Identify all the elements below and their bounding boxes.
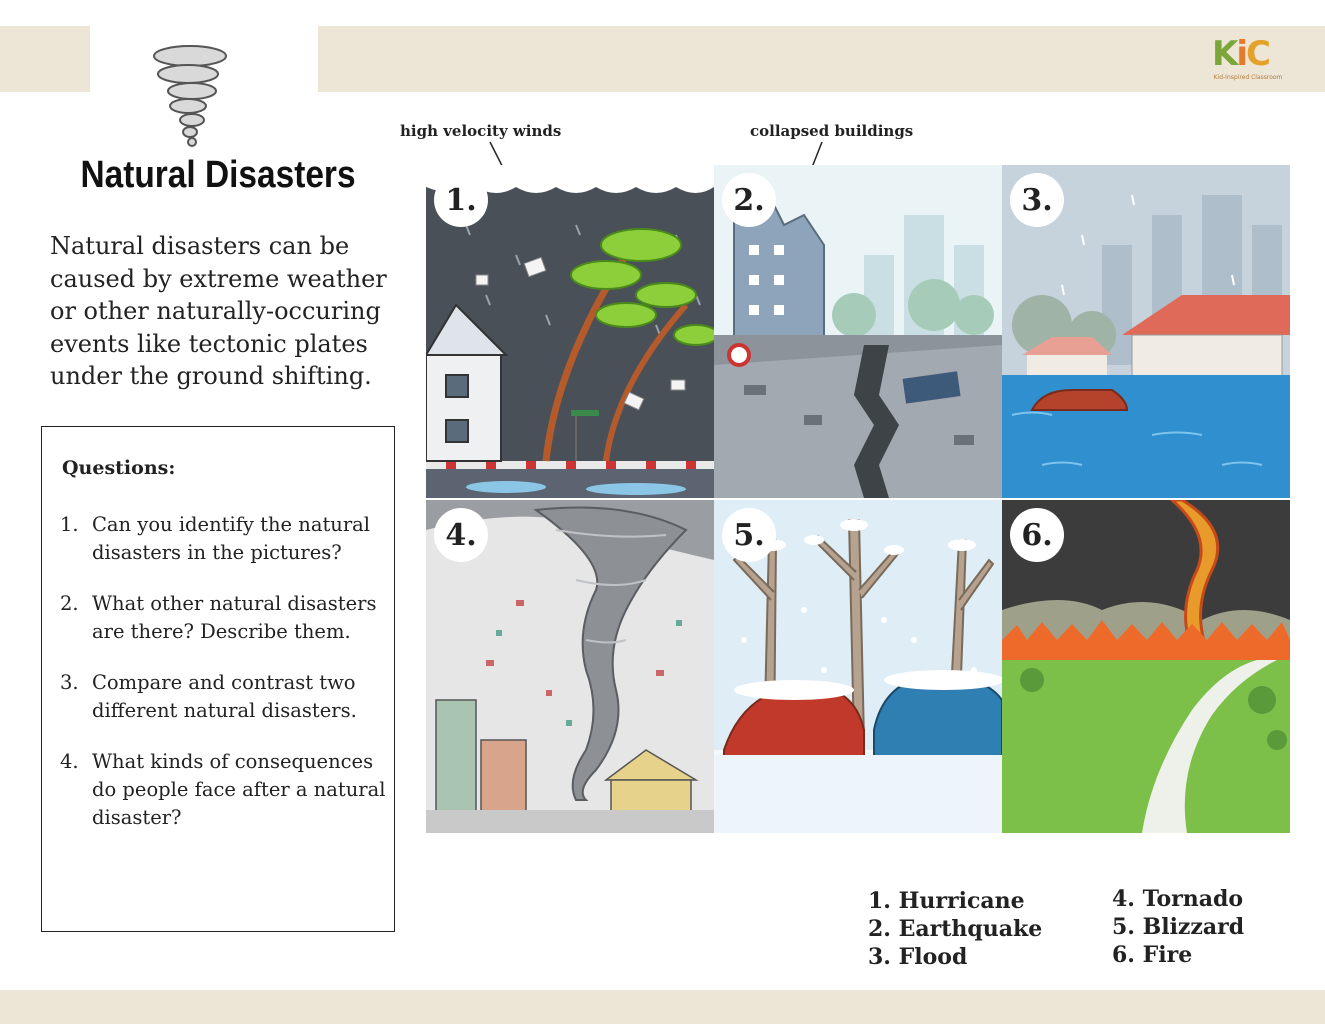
panel-earthquake bbox=[714, 165, 1002, 498]
question-text: Compare and contrast two different natural disasters. bbox=[92, 671, 357, 722]
questions-heading: Questions: bbox=[62, 457, 176, 479]
logo-mark: KiC bbox=[1212, 34, 1269, 74]
answer-item: 5. Blizzard bbox=[1112, 914, 1245, 940]
questions-list bbox=[60, 511, 390, 855]
question-number: 3. bbox=[60, 671, 79, 694]
answers-column-1 bbox=[868, 887, 1042, 971]
footer-band bbox=[0, 990, 1325, 1024]
header-band-left bbox=[0, 26, 90, 92]
panel-number: 4. bbox=[434, 508, 488, 562]
question-text: What kinds of consequences do people face after a natural disaster? bbox=[92, 750, 386, 829]
question-number: 2. bbox=[60, 592, 79, 615]
panel-flood bbox=[1002, 165, 1290, 498]
question-text: What other natural disasters are there? Describe them. bbox=[92, 592, 377, 643]
question-item bbox=[60, 590, 390, 646]
answer-item: 1. Hurricane bbox=[868, 888, 1025, 914]
callout-buildings: collapsed buildings bbox=[750, 122, 914, 140]
question-item bbox=[60, 748, 390, 832]
header-band-right bbox=[318, 26, 1325, 92]
answer-item: 6. Fire bbox=[1112, 942, 1193, 968]
panel-number: 6. bbox=[1010, 508, 1064, 562]
question-item bbox=[60, 669, 390, 725]
panel-number: 2. bbox=[722, 173, 776, 227]
answer-item: 3. Flood bbox=[868, 944, 968, 970]
panel-number: 1. bbox=[434, 173, 488, 227]
questions-box bbox=[41, 426, 395, 932]
tornado-icon bbox=[150, 44, 230, 150]
panel-fire bbox=[1002, 500, 1290, 833]
panel-blizzard bbox=[714, 500, 1002, 833]
answer-item: 2. Earthquake bbox=[868, 916, 1043, 942]
answer-item: 4. Tornado bbox=[1112, 886, 1244, 912]
intro-paragraph: Natural disasters can be caused by extreme weather or other naturally-occuring events like tectonic plates under the ground shifting. bbox=[50, 232, 387, 390]
question-text: Can you identify the natural disasters in the pictures? bbox=[92, 513, 371, 564]
panel-number: 5. bbox=[722, 508, 776, 562]
question-item bbox=[60, 511, 390, 567]
logo-tagline: Kid-Inspired Classroom bbox=[1213, 74, 1283, 81]
panel-tornado bbox=[426, 500, 714, 833]
answers-column-2 bbox=[1112, 885, 1244, 969]
question-number: 1. bbox=[60, 513, 79, 536]
page-title: Natural Disasters bbox=[80, 154, 356, 196]
panel-hurricane bbox=[426, 165, 714, 498]
kic-logo bbox=[1208, 34, 1288, 86]
panel-number: 3. bbox=[1010, 173, 1064, 227]
callout-winds: high velocity winds bbox=[400, 122, 562, 140]
question-number: 4. bbox=[60, 750, 79, 773]
